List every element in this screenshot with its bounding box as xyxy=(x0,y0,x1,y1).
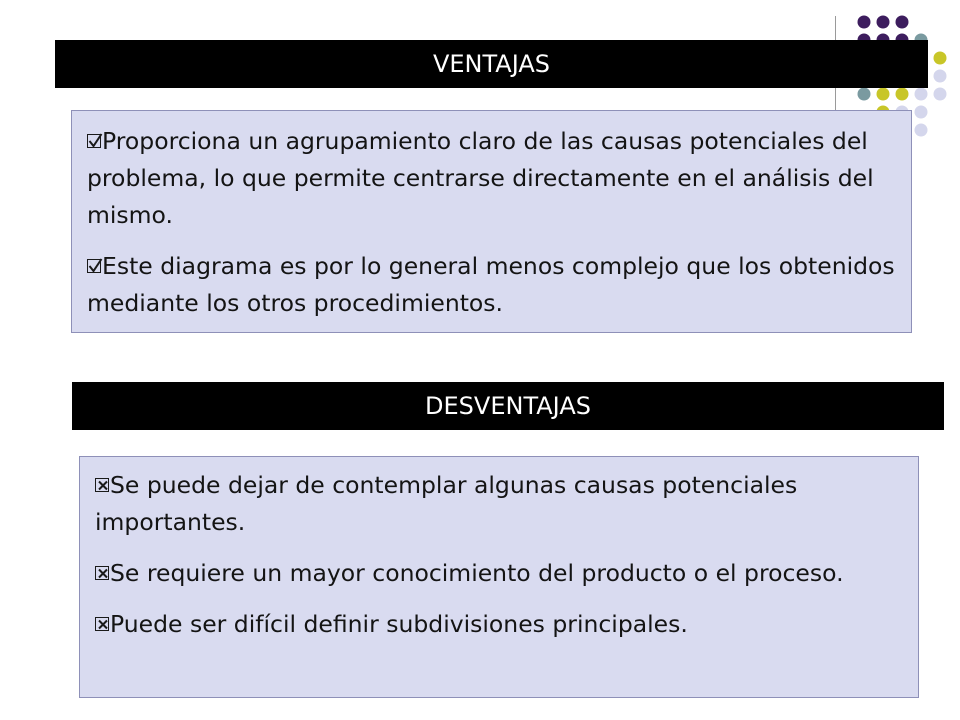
checked-box-icon xyxy=(87,259,101,273)
decorative-dot xyxy=(934,88,947,101)
decorative-dot xyxy=(915,124,928,137)
checked-box-icon xyxy=(87,134,101,148)
desventajas-item-text: Se requiere un mayor conocimiento del producto o el proceso. xyxy=(110,559,844,587)
x-box-icon xyxy=(95,617,109,631)
list-item xyxy=(87,123,903,234)
desventajas-item-text: Se puede dejar de contemplar algunas causas potenciales importantes. xyxy=(95,471,798,536)
desventajas-item-text: Puede ser difícil definir subdivisiones principales. xyxy=(110,610,688,638)
decorative-dot xyxy=(896,16,909,29)
desventajas-list xyxy=(79,456,919,698)
x-box-icon xyxy=(95,478,109,492)
decorative-dot xyxy=(915,88,928,101)
ventajas-list xyxy=(71,110,912,333)
list-item xyxy=(95,555,910,592)
list-item xyxy=(95,467,910,541)
decorative-dot xyxy=(877,16,890,29)
x-box-icon xyxy=(95,566,109,580)
decorative-dot xyxy=(915,106,928,119)
ventajas-item-text: Este diagrama es por lo general menos complejo que los obtenidos mediante los otros procedimientos. xyxy=(87,252,895,317)
decorative-dot xyxy=(858,88,871,101)
list-item xyxy=(95,606,910,643)
decorative-dot xyxy=(877,88,890,101)
decorative-dot xyxy=(896,88,909,101)
decorative-dot xyxy=(934,52,947,65)
decorative-dot xyxy=(858,16,871,29)
decorative-dot xyxy=(934,70,947,83)
ventajas-heading: VENTAJAS xyxy=(55,40,928,88)
ventajas-item-text: Proporciona un agrupamiento claro de las causas potenciales del problema, lo que permite centrarse directamente en el análisis del mismo. xyxy=(87,127,874,229)
list-item xyxy=(87,248,903,322)
desventajas-heading: DESVENTAJAS xyxy=(72,382,944,430)
